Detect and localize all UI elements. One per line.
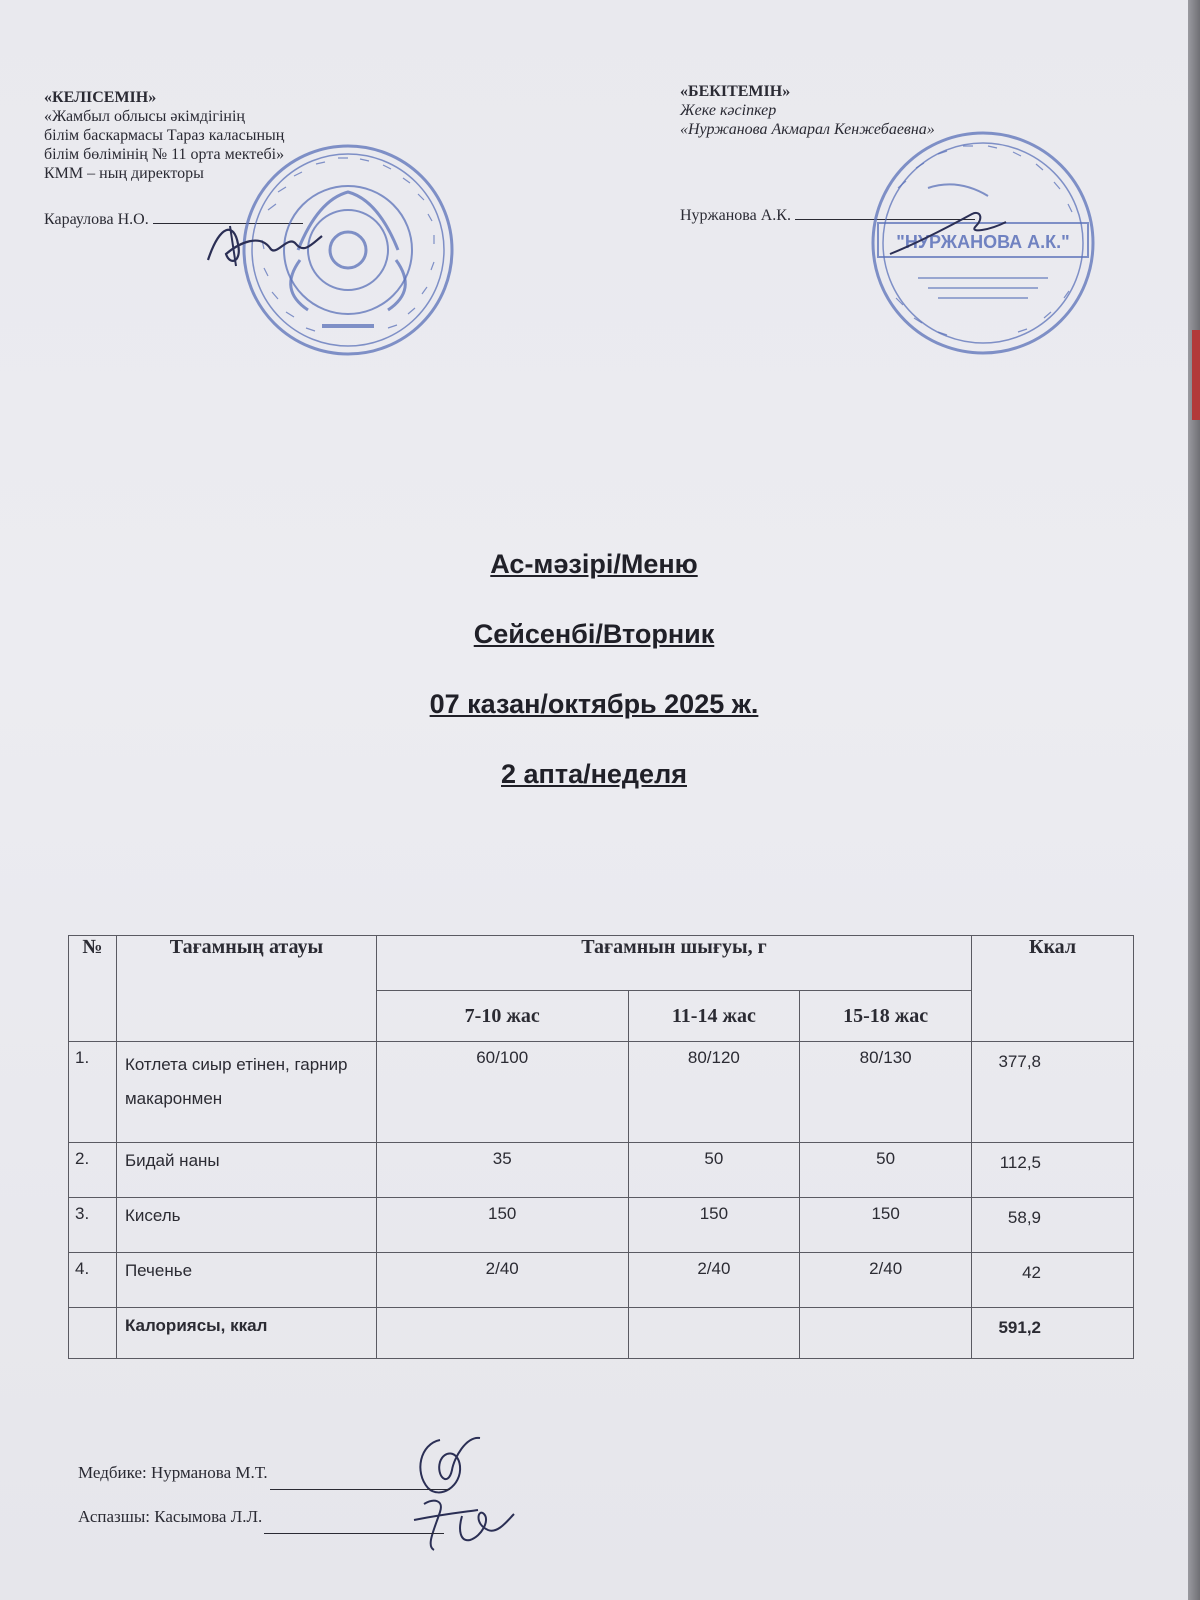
approval-left-title: «КЕЛІСЕМІН» (44, 89, 157, 106)
signature-blank (270, 1469, 450, 1490)
table-row (69, 1253, 1134, 1308)
background-red-mark (1192, 330, 1200, 420)
total-empty-7-10 (376, 1308, 628, 1359)
header-output: Тағамнын шығуы, г (376, 936, 971, 991)
approval-left-line-3: білім бөлімінің № 11 орта мектебі» (44, 146, 285, 163)
nurse-line (78, 1456, 450, 1490)
approval-right-title: «БЕКІТЕМІН» (680, 83, 791, 100)
header-kcal: Ккал (972, 936, 1134, 1042)
approval-right-org: «Нуржанова Акмарал Кенжебаевна» (680, 121, 935, 138)
row-dish-name (116, 1042, 376, 1143)
row-value-7-10: 35 (376, 1143, 628, 1198)
approval-left-signer: Караулова Н.О. (44, 211, 149, 228)
row-dish-name: Бидай наны (116, 1143, 376, 1198)
approval-right-signer: Нуржанова А.К. (680, 207, 791, 224)
header-age-15-18: 15-18 жас (800, 991, 972, 1042)
approval-left-line-2: білім баскармасы Тараз каласының (44, 127, 285, 144)
row-num: 2. (69, 1143, 117, 1198)
row-value-15-18: 2/40 (800, 1253, 972, 1308)
row-dish-name: Кисель (116, 1198, 376, 1253)
menu-table (68, 935, 1134, 1359)
table-row (69, 1143, 1134, 1198)
row-kcal: 42 (972, 1253, 1134, 1308)
dish-name-text: Котлета сиыр етінен, гарнир макаронмен (124, 1055, 348, 1108)
total-label: Калориясы, ккал (116, 1308, 376, 1359)
menu-date: 07 казан/октябрь 2025 ж. (429, 689, 759, 719)
stamp-right-text: "НУРЖАНОВА А.К." (896, 232, 1070, 252)
cook-label: Аспазшы: Касымова Л.Л. (78, 1507, 263, 1526)
total-empty-15-18 (800, 1308, 972, 1359)
menu-title-block (0, 548, 1188, 828)
row-kcal: 58,9 (972, 1198, 1134, 1253)
header-dish-name: Тағамның атауы (116, 936, 376, 1042)
row-value-11-14: 80/120 (628, 1042, 800, 1143)
row-kcal: 112,5 (972, 1143, 1134, 1198)
row-value-15-18: 150 (800, 1198, 972, 1253)
signature-blank (264, 1513, 444, 1534)
total-kcal: 591,2 (972, 1308, 1134, 1359)
menu-title: Ас-мәзірі/Меню (490, 549, 698, 579)
nurse-label: Медбике: Нурманова М.Т. (78, 1463, 268, 1482)
menu-day: Сейсенбі/Вторник (473, 619, 715, 649)
menu-week: 2 апта/неделя (501, 759, 687, 789)
row-num: 1. (69, 1042, 117, 1143)
row-value-11-14: 2/40 (628, 1253, 800, 1308)
total-num-empty (69, 1308, 117, 1359)
approval-left-line-4: КММ – ның директоры (44, 165, 204, 182)
footer-signatures (78, 1456, 450, 1544)
row-value-7-10: 60/100 (376, 1042, 628, 1143)
row-value-15-18: 50 (800, 1143, 972, 1198)
row-kcal: 377,8 (972, 1042, 1134, 1143)
header-age-11-14: 11-14 жас (628, 991, 800, 1042)
table-total-row (69, 1308, 1134, 1359)
row-dish-name: Печенье (116, 1253, 376, 1308)
director-signature (200, 214, 330, 274)
total-empty-11-14 (628, 1308, 800, 1359)
row-value-15-18: 80/130 (800, 1042, 972, 1143)
entrepreneur-signature (880, 196, 1020, 266)
table-row (69, 1042, 1134, 1143)
cook-line (78, 1500, 450, 1534)
row-value-11-14: 150 (628, 1198, 800, 1253)
row-value-11-14: 50 (628, 1143, 800, 1198)
header-num: № (69, 936, 117, 1042)
header-age-7-10: 7-10 жас (376, 991, 628, 1042)
page-edge-shadow (1188, 0, 1200, 1600)
row-value-7-10: 150 (376, 1198, 628, 1253)
approval-left-line-1: «Жамбыл облысы әкімдігінің (44, 108, 245, 125)
row-num: 3. (69, 1198, 117, 1253)
approval-right-role: Жеке кәсіпкер (680, 102, 777, 119)
row-value-7-10: 2/40 (376, 1253, 628, 1308)
table-row (69, 1198, 1134, 1253)
row-num: 4. (69, 1253, 117, 1308)
table-header-row (69, 936, 1134, 991)
